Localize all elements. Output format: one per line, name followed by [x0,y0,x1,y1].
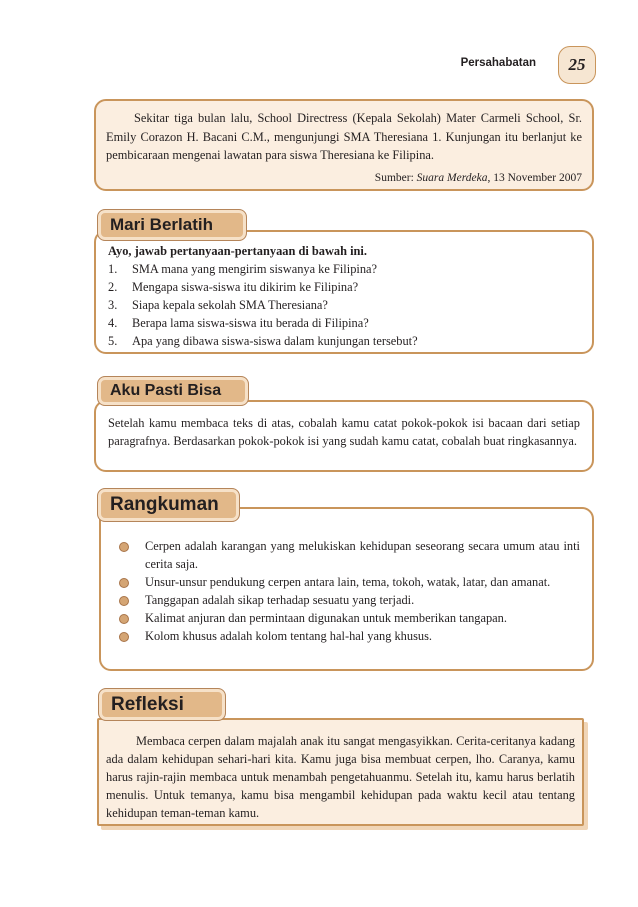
page-number-badge: 25 [558,46,596,84]
summary-item [113,591,580,609]
summary-text: Kalimat anjuran dan permintaan digunakan untuk memberikan tangapan. [145,611,507,625]
summary-text: Kolom khusus adalah kolom tentang hal-hal yang khusus. [145,629,433,643]
intro-source [106,169,582,188]
intro-paragraph: Sekitar tiga bulan lalu, School Directress (Kepala Sekolah) Mater Carmeli School, Sr. Emily Corazon H. Bacani C.M., mengunjungi SMA Theresiana 1. Kunjungan itu berlanjut ke pembicaraan mengenai lawatan para siswa Theresiana ke Filipina. [106,111,582,162]
question-item [108,296,580,314]
source-name: Suara Merdeka [416,171,488,184]
question-text: Berapa lama siswa-siswa itu berada di Filipina? [132,316,369,330]
question-text: Siapa kepala sekolah SMA Theresiana? [132,298,328,312]
question-item [108,278,580,296]
summary-text: Unsur-unsur pendukung cerpen antara lain, tema, tokoh, watak, latar, dan amanat. [145,575,551,589]
summary-item [113,627,580,645]
question-number: 3. [108,298,118,312]
rangkuman-box [99,507,594,671]
summary-text: Tanggapan adalah sikap terhadap sesuatu yang terjadi. [145,593,415,607]
question-text: SMA mana yang mengirim siswanya ke Filipina? [132,262,378,276]
summary-item [113,609,580,627]
question-text: Apa yang dibawa siswa-siswa dalam kunjungan tersebut? [132,334,418,348]
refleksi-box [97,718,584,826]
bullet-icon [119,614,129,624]
rangkuman-heading: Rangkuman [97,488,240,522]
bullet-icon [119,542,129,552]
bullet-icon [119,596,129,606]
source-date: , 13 November 2007 [487,171,582,184]
bullet-icon [119,578,129,588]
mari-berlatih-box [94,230,594,354]
aku-pasti-bisa-text: Setelah kamu membaca teks di atas, cobalah kamu catat pokok-pokok isi bacaan dari setiap paragrafnya. Berdasarkan pokok-pokok isi yang sudah kamu catat, cobalah buat ringkasannya. [108,416,580,448]
exercise-instruction: Ayo, jawab pertanyaan-pertanyaan di bawah ini. [108,244,367,258]
question-number: 5. [108,334,118,348]
running-header-title: Persahabatan [460,57,536,69]
aku-pasti-bisa-box [94,400,594,472]
question-text: Mengapa siswa-siswa itu dikirim ke Filipina? [132,280,359,294]
summary-text: Cerpen adalah karangan yang melukiskan kehidupan seseorang secara umum atau inti cerita saja. [145,539,580,571]
bullet-icon [119,632,129,642]
question-number: 2. [108,280,118,294]
question-item [108,314,580,332]
summary-list [113,537,580,645]
refleksi-text: Membaca cerpen dalam majalah anak itu sangat mengasyikkan. Cerita-ceritanya kadang ada dalam kehidupan sehari-hari kita. Kamu juga bisa membuat cerpen, lho. Caranya, kamu harus rajin-rajin membaca untuk menambah pengetahuanmu. Setelah itu, kamu harus berlatih menulis. Untuk temanya, kamu bisa mengambil kehidupan pada waktu kecil atau tentang kehidupan teman-teman kamu. [106,734,575,820]
refleksi-heading: Refleksi [98,688,226,721]
mari-berlatih-heading: Mari Berlatih [97,209,247,241]
intro-box [94,99,594,191]
question-list [108,260,580,350]
aku-pasti-bisa-heading: Aku Pasti Bisa [97,376,249,406]
question-number: 4. [108,316,118,330]
question-item [108,332,580,350]
source-prefix: Sumber: [374,171,417,184]
question-item [108,260,580,278]
summary-item [113,573,580,591]
question-number: 1. [108,262,118,276]
summary-item [113,537,580,573]
